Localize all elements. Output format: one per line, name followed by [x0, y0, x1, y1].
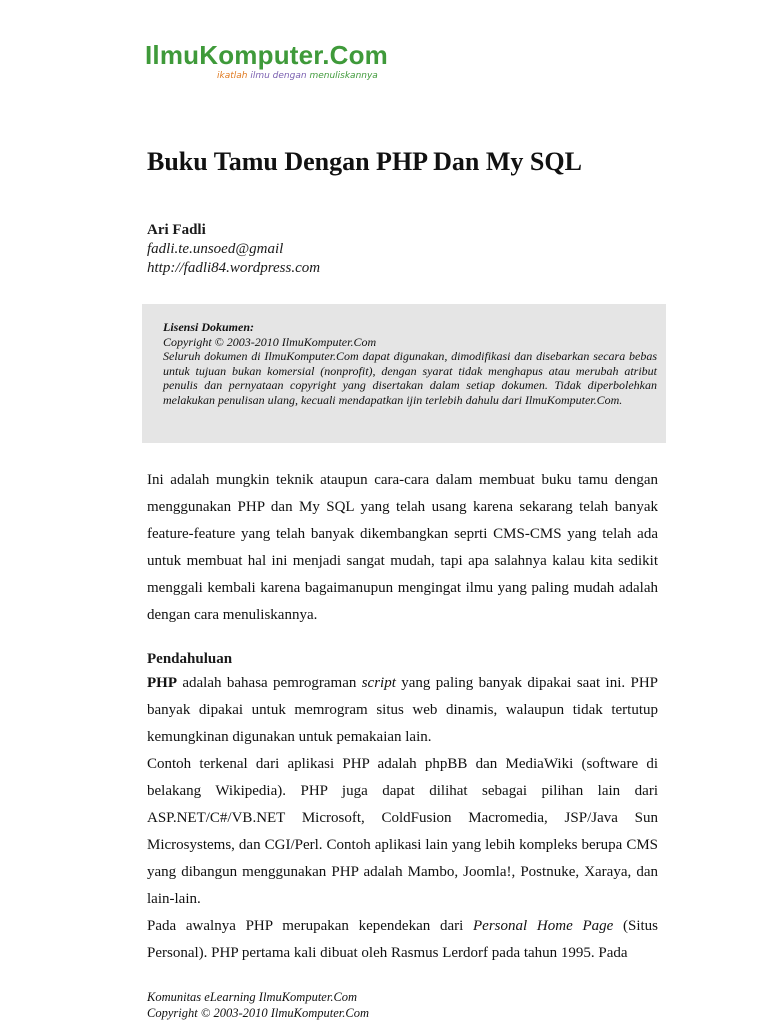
author-website: http://fadli84.wordpress.com: [147, 260, 321, 276]
footer-copyright: Copyright © 2003-2010 IlmuKomputer.Com: [147, 1005, 369, 1020]
footer-community: Komunitas eLearning IlmuKomputer.Com: [147, 990, 358, 1004]
license-text: Seluruh dokumen di IlmuKomputer.Com dapat digunakan, dimodifikasi dan disebarkan secara bebas untuk tujuan bukan komersial (nonprofit), dengan syarat tidak menghapus atau merubah atribut penulis dan pernyataan copyright yang disertakan dalam setiap dokumen. Tidak diperbolehkan melakukan penulisan ulang, kecuali mendapatkan ijin terlebih dahulu dari IlmuKomputer.Com.: [163, 349, 657, 407]
site-logo: [145, 40, 388, 82]
section-heading: Pendahuluan: [147, 651, 233, 667]
paragraph-php-history: Pada awalnya PHP merupakan kependekan dari Personal Home Page (Situs Personal). PHP pertama kali dibuat oleh Rasmus Lerdorf pada tahun 1995. Pada: [147, 918, 658, 961]
section-body: [147, 670, 658, 967]
paragraph-php-examples: Contoh terkenal dari aplikasi PHP adalah phpBB dan MediaWiki (software di belakang Wikipedia). PHP juga dapat dilihat sebagai pilihan lain dari ASP.NET/C#/VB.NET Microsoft, ColdFusion Macromedia, JSP/Java Sun Microsystems, dan CGI/Perl. Contoh aplikasi lain yang lebih kompleks berupa CMS yang dibangun menggunakan PHP adalah Mambo, Joomla!, Postnuke, Xaraya, dan lain-lain.: [147, 756, 658, 907]
paragraph-php-definition: PHP adalah bahasa pemrograman script yang paling banyak dipakai saat ini. PHP banyak dipakai untuk memrogram situs web dinamis, walaupun tidak tertutup kemungkinan digunakan untuk pemakaian lain.: [147, 675, 658, 745]
author-email: fadli.te.unsoed@gmail: [147, 241, 284, 257]
license-heading: Lisensi Dokumen:: [163, 320, 255, 334]
author-block: [147, 221, 320, 278]
logo-wordmark: IlmuKomputer.Com: [145, 40, 388, 70]
license-box: [142, 304, 666, 443]
logo-tagline: ikatlah ilmu dengan menuliskannya: [217, 71, 378, 81]
license-copyright: Copyright © 2003-2010 IlmuKomputer.Com: [163, 334, 377, 349]
document-title: Buku Tamu Dengan PHP Dan My SQL: [147, 147, 582, 176]
author-name: Ari Fadli: [147, 222, 206, 238]
intro-paragraph: Ini adalah mungkin teknik ataupun cara-cara dalam membuat buku tamu dengan menggunakan PHP dan My SQL yang telah usang karena sekarang telah banyak feature-feature yang telah banyak dikembangkan seprti CMS-CMS yang telah ada untuk membuat hal ini menjadi sangat mudah, tapi apa salahnya kalau kita sedikit menggali kembali karena bagaimanupun mengingat ilmu yang paling mudah adalah dengan cara menuliskannya.: [147, 472, 658, 623]
page-footer: [147, 990, 369, 1021]
